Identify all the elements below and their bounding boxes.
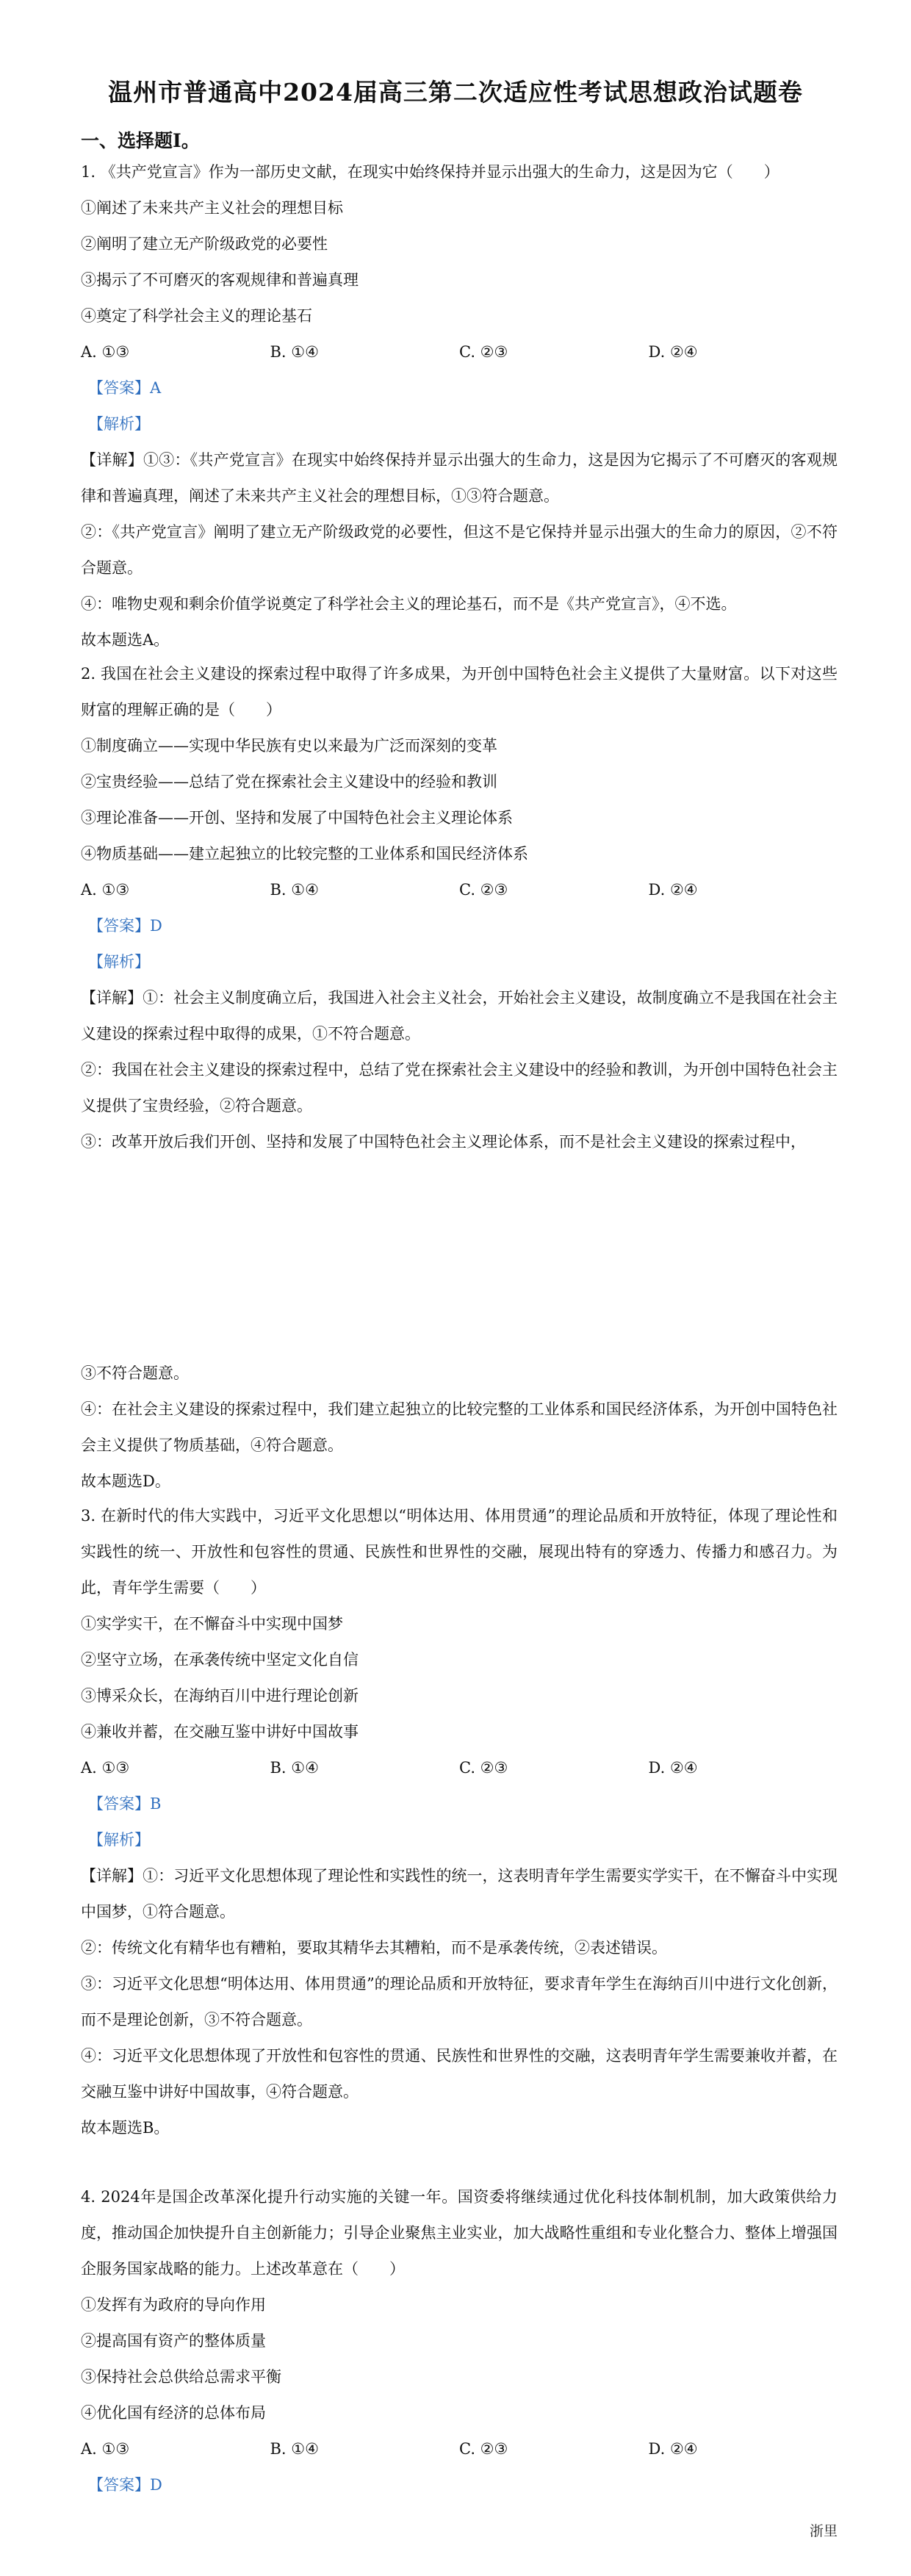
option-d: D. ②④: [648, 1759, 698, 1777]
answer-options: [81, 872, 838, 908]
detail-paragraph: ②：传统文化有精华也有糟粕，要取其精华去其糟粕，而不是承袭传统，②表述错误。: [81, 1939, 667, 1957]
option-d: D. ②④: [648, 881, 698, 899]
detail-paragraph: 【详解】①③：《共产党宣言》在现实中始终保持并显示出强大的生命力，这是因为它揭示了不可磨灭的客观规律和普遍真理，阐述了未来共产主义社会的理想目标，①③符合题意。: [81, 451, 838, 505]
detail-paragraph: ③不符合题意。: [81, 1364, 189, 1382]
question-stem: 1. 《共产党宣言》作为一部历史文献，在现实中始终保持并显示出强大的生命力，这是因为它（ ）: [81, 163, 779, 181]
statement-item: ③理论准备——开创、坚持和发展了中国特色社会主义理论体系: [81, 809, 513, 827]
option-c: C. ②③: [459, 1759, 508, 1777]
option-c: C. ②③: [459, 2440, 508, 2458]
option-a: A. ①③: [81, 1759, 130, 1777]
answer-value: B: [150, 1795, 162, 1813]
statement-item: ①阐述了未来共产主义社会的理想目标: [81, 199, 343, 217]
page-title: 温州市普通高中2024届高三第二次适应性考试思想政治试题卷: [108, 78, 803, 107]
statement-item: ④兼收并蓄，在交融互鉴中讲好中国故事: [81, 1723, 359, 1741]
detail-paragraph: 故本题选A。: [81, 631, 170, 649]
question-stem: 2. 我国在社会主义建设的探索过程中取得了许多成果，为开创中国特色社会主义提供了大量财富。以下对这些财富的理解正确的是（ ）: [81, 665, 838, 719]
answer-tag: 【答案】: [88, 2476, 150, 2494]
analysis-tag: 【解析】: [88, 1831, 150, 1849]
option-b: B. ①④: [270, 2440, 319, 2458]
detail-paragraph: 【详解】①：习近平文化思想体现了理论性和实践性的统一，这表明青年学生需要实学实干，在不懈奋斗中实现中国梦，①符合题意。: [81, 1867, 838, 1921]
answer-tag: 【答案】: [88, 379, 150, 397]
answer-line: [81, 908, 838, 944]
answer-value: D: [150, 917, 162, 935]
section-heading: 一、选择题Ⅰ。: [81, 130, 200, 151]
statement-item: ②提高国有资产的整体质量: [81, 2332, 266, 2350]
analysis-tag: 【解析】: [88, 415, 150, 433]
page-footer: 浙里: [809, 2523, 838, 2539]
detail-paragraph: ③：习近平文化思想“明体达用、体用贯通”的理论品质和开放特征，要求青年学生在海纳百川中进行文化创新，而不是理论创新，③不符合题意。: [81, 1975, 838, 2029]
question-3: [81, 1498, 838, 2146]
answer-line: [81, 2467, 838, 2503]
question-2: [81, 656, 838, 1160]
statement-item: ④奠定了科学社会主义的理论基石: [81, 307, 312, 325]
analysis-tag: 【解析】: [88, 953, 150, 971]
answer-options: [81, 334, 838, 370]
option-d: D. ②④: [648, 2440, 698, 2458]
detail-paragraph: ②：《共产党宣言》阐明了建立无产阶级政党的必要性，但这不是它保持并显示出强大的生命力的原因，②不符合题意。: [81, 523, 838, 577]
question-stem: 4. 2024年是国企改革深化提升行动实施的关键一年。国资委将继续通过优化科技体制机制，加大政策供给力度，推动国企加快提升自主创新能力；引导企业聚焦主业实业，加大战略性重组和专业化整合力、整体上增强国企服务国家战略的能力。上述改革意在（ ）: [81, 2188, 838, 2278]
detail-paragraph: 【详解】①：社会主义制度确立后，我国进入社会主义社会，开始社会主义建设，故制度确立不是我国在社会主义建设的探索过程中取得的成果，①不符合题意。: [81, 989, 838, 1043]
question-2-continued: [81, 1356, 838, 1500]
question-1: [81, 154, 838, 658]
answer-line: [81, 1786, 838, 1822]
option-b: B. ①④: [270, 881, 319, 899]
statement-item: ④优化国有经济的总体布局: [81, 2404, 266, 2422]
detail-paragraph: ④：在社会主义建设的探索过程中，我们建立起独立的比较完整的工业体系和国民经济体系，为开创中国特色社会主义提供了物质基础，④符合题意。: [81, 1400, 838, 1454]
option-b: B. ①④: [270, 1759, 319, 1777]
statement-item: ③揭示了不可磨灭的客观规律和普遍真理: [81, 271, 359, 289]
statement-item: ③保持社会总供给总需求平衡: [81, 2368, 281, 2386]
statement-item: ①制度确立——实现中华民族有史以来最为广泛而深刻的变革: [81, 737, 497, 755]
detail-paragraph: ④：习近平文化思想体现了开放性和包容性的贯通、民族性和世界性的交融，这表明青年学生需要兼收并蓄，在交融互鉴中讲好中国故事，④符合题意。: [81, 2047, 838, 2101]
detail-paragraph: 故本题选D。: [81, 1472, 170, 1490]
option-a: A. ①③: [81, 2440, 130, 2458]
detail-paragraph: 故本题选B。: [81, 2119, 170, 2137]
statement-item: ②宝贵经验——总结了党在探索社会主义建设中的经验和教训: [81, 773, 497, 791]
option-a: A. ①③: [81, 343, 130, 361]
statement-item: ④物质基础——建立起独立的比较完整的工业体系和国民经济体系: [81, 845, 528, 863]
answer-line: [81, 370, 838, 406]
detail-paragraph: ④：唯物史观和剩余价值学说奠定了科学社会主义的理论基石，而不是《共产党宣言》，④不选。: [81, 595, 737, 613]
answer-options: [81, 2431, 838, 2467]
option-c: C. ②③: [459, 343, 508, 361]
question-stem: 3. 在新时代的伟大实践中，习近平文化思想以“明体达用、体用贯通”的理论品质和开放特征，体现了理论性和实践性的统一、开放性和包容性的贯通、民族性和世界性的交融，展现出特有的穿透力、传播力和感召力。为此，青年学生需要（ ）: [81, 1507, 838, 1597]
option-d: D. ②④: [648, 343, 698, 361]
statement-item: ②坚守立场，在承袭传统中坚定文化自信: [81, 1651, 359, 1669]
answer-tag: 【答案】: [88, 1795, 150, 1813]
answer-value: A: [150, 379, 162, 397]
statement-item: ③博采众长，在海纳百川中进行理论创新: [81, 1687, 359, 1705]
detail-paragraph: ②：我国在社会主义建设的探索过程中，总结了党在探索社会主义建设中的经验和教训，为开创中国特色社会主义提供了宝贵经验，②符合题意。: [81, 1061, 838, 1115]
question-4: [81, 2179, 838, 2503]
option-c: C. ②③: [459, 881, 508, 899]
answer-value: D: [150, 2476, 162, 2494]
option-b: B. ①④: [270, 343, 319, 361]
option-a: A. ①③: [81, 881, 130, 899]
detail-paragraph: ③：改革开放后我们开创、坚持和发展了中国特色社会主义理论体系，而不是社会主义建设的探索过程中，: [81, 1133, 806, 1151]
statement-item: ①发挥有为政府的导向作用: [81, 2296, 266, 2314]
statement-item: ②阐明了建立无产阶级政党的必要性: [81, 235, 328, 253]
statement-item: ①实学实干，在不懈奋斗中实现中国梦: [81, 1615, 343, 1633]
answer-options: [81, 1750, 838, 1786]
answer-tag: 【答案】: [88, 917, 150, 935]
